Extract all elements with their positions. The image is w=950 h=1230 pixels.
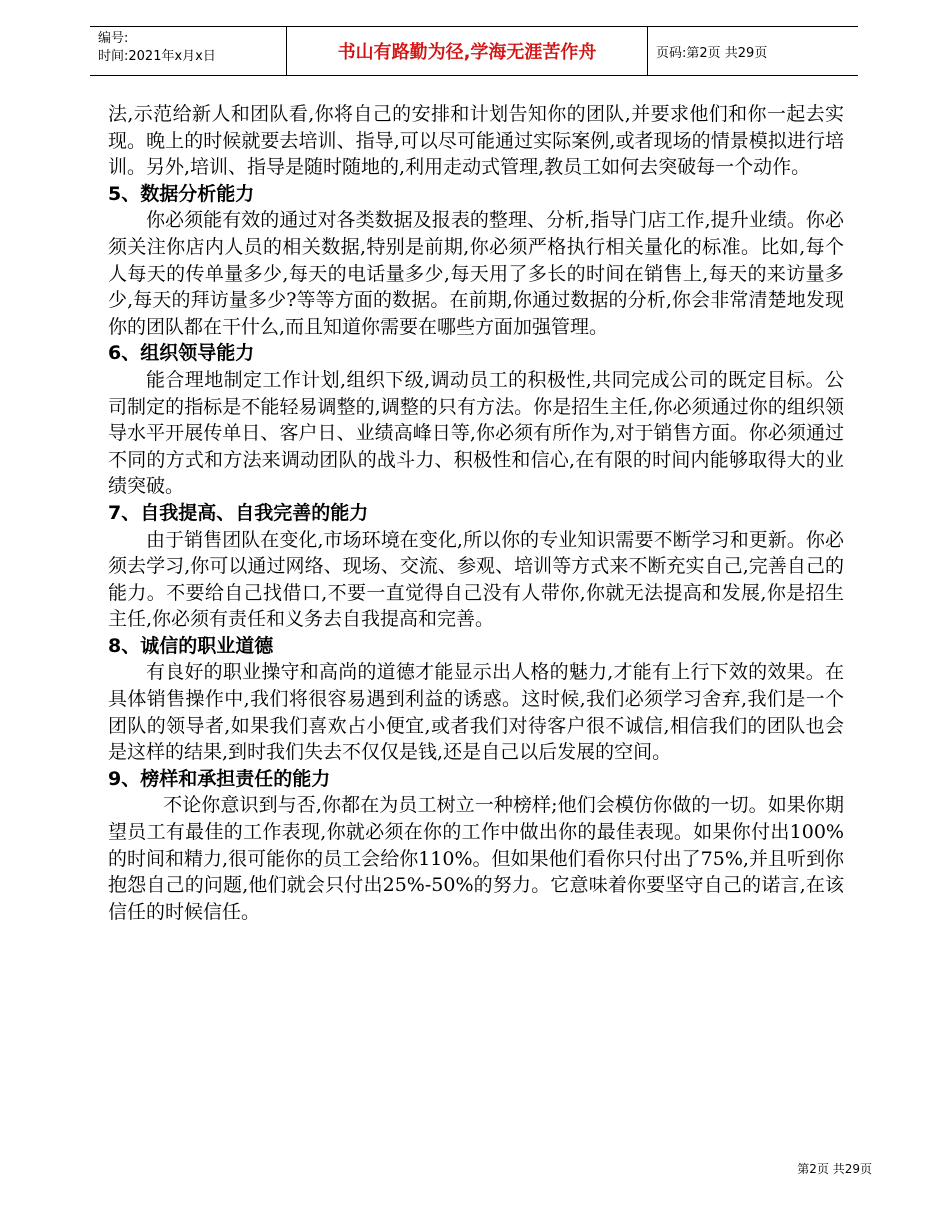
section-text-9: 不论你意识到与否,你都在为员工树立一种榜样;他们会模仿你做的一切。如果你期望员工有最佳的工作表现,你就必须在你的工作中做出你的最佳表现。如果你付出100%的时间和精力,很可能你的员工会给你110%。但如果他们看你只付出了75%,并且听到你抱怨自己的问题,他们就会只付出25%-50%的努力。它意味着你要坚守自己的诺言,在该信任的时候信任。	[108, 794, 844, 923]
section-heading-7: 7、自我提高、自我完善的能力	[108, 501, 369, 524]
section-text-6: 能合理地制定工作计划,组织下级,调动员工的积极性,共同完成公司的既定目标。公司制定的指标是不能轻易调整的,调整的只有方法。你是招生主任,你必须通过你的组织领导水平开展传单日、客户日、业绩高峰日等,你必须有所作为,对于销售方面。你必须通过不同的方式和方法来调动团队的战斗力、积极性和信心,在有限的时间内能够取得大的业绩突破。	[108, 368, 844, 498]
section-heading-8: 8、诚信的职业道德	[108, 634, 274, 657]
section-heading-9: 9、榜样和承担责任的能力	[108, 767, 331, 790]
page-header	[90, 26, 858, 76]
section-text-8: 有良好的职业操守和高尚的道德才能显示出人格的魅力,才能有上行下效的效果。在具体销售操作中,我们将很容易遇到利益的诱惑。这时候,我们必须学习舍弃,我们是一个团队的领导者,如果我们喜欢占小便宜,或者我们对待客户很不诚信,相信我们的团队也会是这样的结果,到时我们失去不仅仅是钱,还是自己以后发展的空间。	[108, 661, 844, 764]
section-text-5: 你必须能有效的通过对各类数据及报表的整理、分析,指导门店工作,提升业绩。你必须关注你店内人员的相关数据,特别是前期,你必须严格执行相关量化的标准。比如,每个人每天的传单量多少,每天的电话量多少,每天用了多长的时间在销售上,每天的来访量多少,每天的拜访量多少?等等方面的数据。在前期,你通过数据的分析,你会非常清楚地发现你的团队都在干什么,而且知道你需要在哪些方面加强管理。	[108, 209, 844, 338]
page-footer: 第2页 共29页	[797, 1162, 872, 1176]
document-time-label: 时间:2021年x月x日	[98, 49, 216, 64]
document-number-label: 编号:	[98, 31, 129, 46]
header-meta	[90, 27, 286, 75]
section-text-7: 由于销售团队在变化,市场环境在变化,所以你的专业知识需要不断学习和更新。你必须去学习,你可以通过网络、现场、交流、参观、培训等方式来不断充实自己,完善自己的能力。不要给自己找借口,不要一直觉得自己没有人带你,你就无法提高和发展,你是招生主任,你必须有责任和义务去自我提高和完善。	[108, 528, 844, 631]
intro-paragraph: 法,示范给新人和团队看,你将自己的安排和计划告知你的团队,并要求他们和你一起去实现。晚上的时候就要去培训、指导,可以尽可能通过实际案例,或者现场的情景模拟进行培训。另外,培训、指导是随时随地的,利用走动式管理,教员工如何去突破每一个动作。	[108, 103, 844, 179]
document-body	[108, 101, 844, 925]
section-heading-5: 5、数据分析能力	[108, 182, 255, 205]
header-page-number: 页码:第2页 共29页	[656, 45, 768, 61]
section-heading-6: 6、组织领导能力	[108, 342, 255, 365]
header-motto: 书山有路勤为径,学海无涯苦作舟	[286, 27, 648, 75]
